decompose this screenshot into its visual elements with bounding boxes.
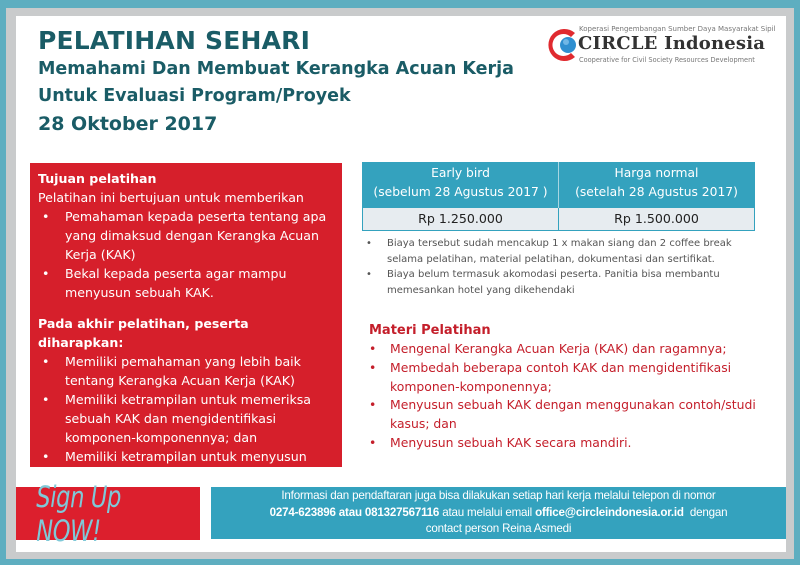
list-item: • Biaya tersebut sudah mencakup 1 x makan siang dan 2 coffee break selama pelatihan, material pelatihan, dokumentasi dan sertifikat. — [362, 236, 762, 267]
column-label: Early bird — [431, 166, 490, 180]
list-item: • Biaya belum termasuk akomodasi peserta. Panitia bisa membantu memesankan hotel yang dikehendaki — [362, 267, 762, 298]
column-sublabel: (sebelum 28 Agustus 2017 ) — [373, 185, 548, 199]
page-title: PELATIHAN SEHARI — [38, 26, 311, 55]
price-early-bird: Rp 1.250.000 — [363, 208, 559, 231]
email-link[interactable]: office@circleindonesia.or.id — [535, 505, 684, 519]
sign-up-label: Sign Up NOW! — [36, 479, 121, 548]
objectives-intro: Pelatihan ini bertujuan untuk memberikan — [38, 190, 304, 205]
objectives-list — [38, 207, 334, 302]
objectives-heading: Tujuan pelatihan — [38, 171, 157, 186]
objectives-panel — [30, 163, 342, 483]
price-table-row — [363, 208, 755, 231]
list-item: • Bekal kepada peserta agar mampu menyusun sebuah KAK. — [38, 264, 334, 302]
price-normal: Rp 1.500.000 — [559, 208, 755, 231]
circle-indonesia-logo — [545, 23, 776, 67]
outcomes-list — [38, 352, 334, 485]
list-item: • Memiliki ketrampilan untuk menyusun sebuah KAK. — [38, 447, 334, 485]
subtitle-line-1: Memahami Dan Membuat Kerangka Acuan Kerja — [38, 59, 514, 79]
logo-name: CIRCLE Indonesia — [578, 33, 766, 54]
contact-line-1: Informasi dan pendaftaran juga bisa dilakukan setiap hari kerja melalui telepon di nomor — [281, 489, 716, 502]
phone-numbers[interactable]: 0274-623896 atau 081327567116 — [269, 505, 440, 519]
subtitle-line-2: Untuk Evaluasi Program/Proyek — [38, 86, 351, 106]
list-item: • Memiliki ketrampilan untuk memeriksa sebuah KAK dan mengidentifikasi komponen-komponennya; dan — [38, 390, 334, 447]
list-item: • Memiliki pemahaman yang lebih baik tentang Kerangka Acuan Kerja (KAK) — [38, 352, 334, 390]
list-item: • Menyusun sebuah KAK dengan menggunakan contoh/studi kasus; dan — [369, 396, 769, 434]
sign-up-now-banner[interactable] — [16, 479, 200, 548]
logo-tagline-bottom: Cooperative for Civil Society Resources Development — [579, 56, 755, 64]
price-table — [362, 162, 755, 231]
contact-text: dengan — [683, 505, 728, 519]
event-date: 28 Oktober 2017 — [38, 113, 218, 135]
column-sublabel: (setelah 28 Agustus 2017) — [575, 185, 738, 199]
list-item: • Menyusun sebuah KAK secara mandiri. — [369, 434, 769, 453]
contact-line-3: contact person Reina Asmedi — [425, 522, 572, 535]
materials-section — [369, 322, 769, 453]
contact-info-banner — [211, 487, 786, 539]
price-column-early-bird — [363, 163, 559, 209]
materials-heading: Materi Pelatihan — [369, 323, 491, 338]
price-table-header — [363, 163, 755, 209]
price-column-normal — [559, 163, 755, 209]
title-block — [38, 26, 514, 138]
pricing-notes — [362, 236, 762, 298]
materials-list — [369, 340, 769, 453]
list-item: • Mengenal Kerangka Acuan Kerja (KAK) dan ragamnya; — [369, 340, 769, 359]
contact-text: atau melalui email — [439, 505, 536, 519]
contact-line-2 — [211, 505, 786, 522]
outcomes-heading: Pada akhir pelatihan, peserta diharapkan: — [38, 316, 249, 350]
list-item: • Membedah beberapa contoh KAK dan mengidentifikasi komponen-komponennya; — [369, 359, 769, 397]
list-item: • Pemahaman kepada peserta tentang apa yang dimaksud dengan Kerangka Acuan Kerja (KAK) — [38, 207, 334, 264]
column-label: Harga normal — [614, 166, 699, 180]
logo-tagline-top: Koperasi Pengembangan Sumber Daya Masyarakat Sipil — [579, 25, 776, 33]
